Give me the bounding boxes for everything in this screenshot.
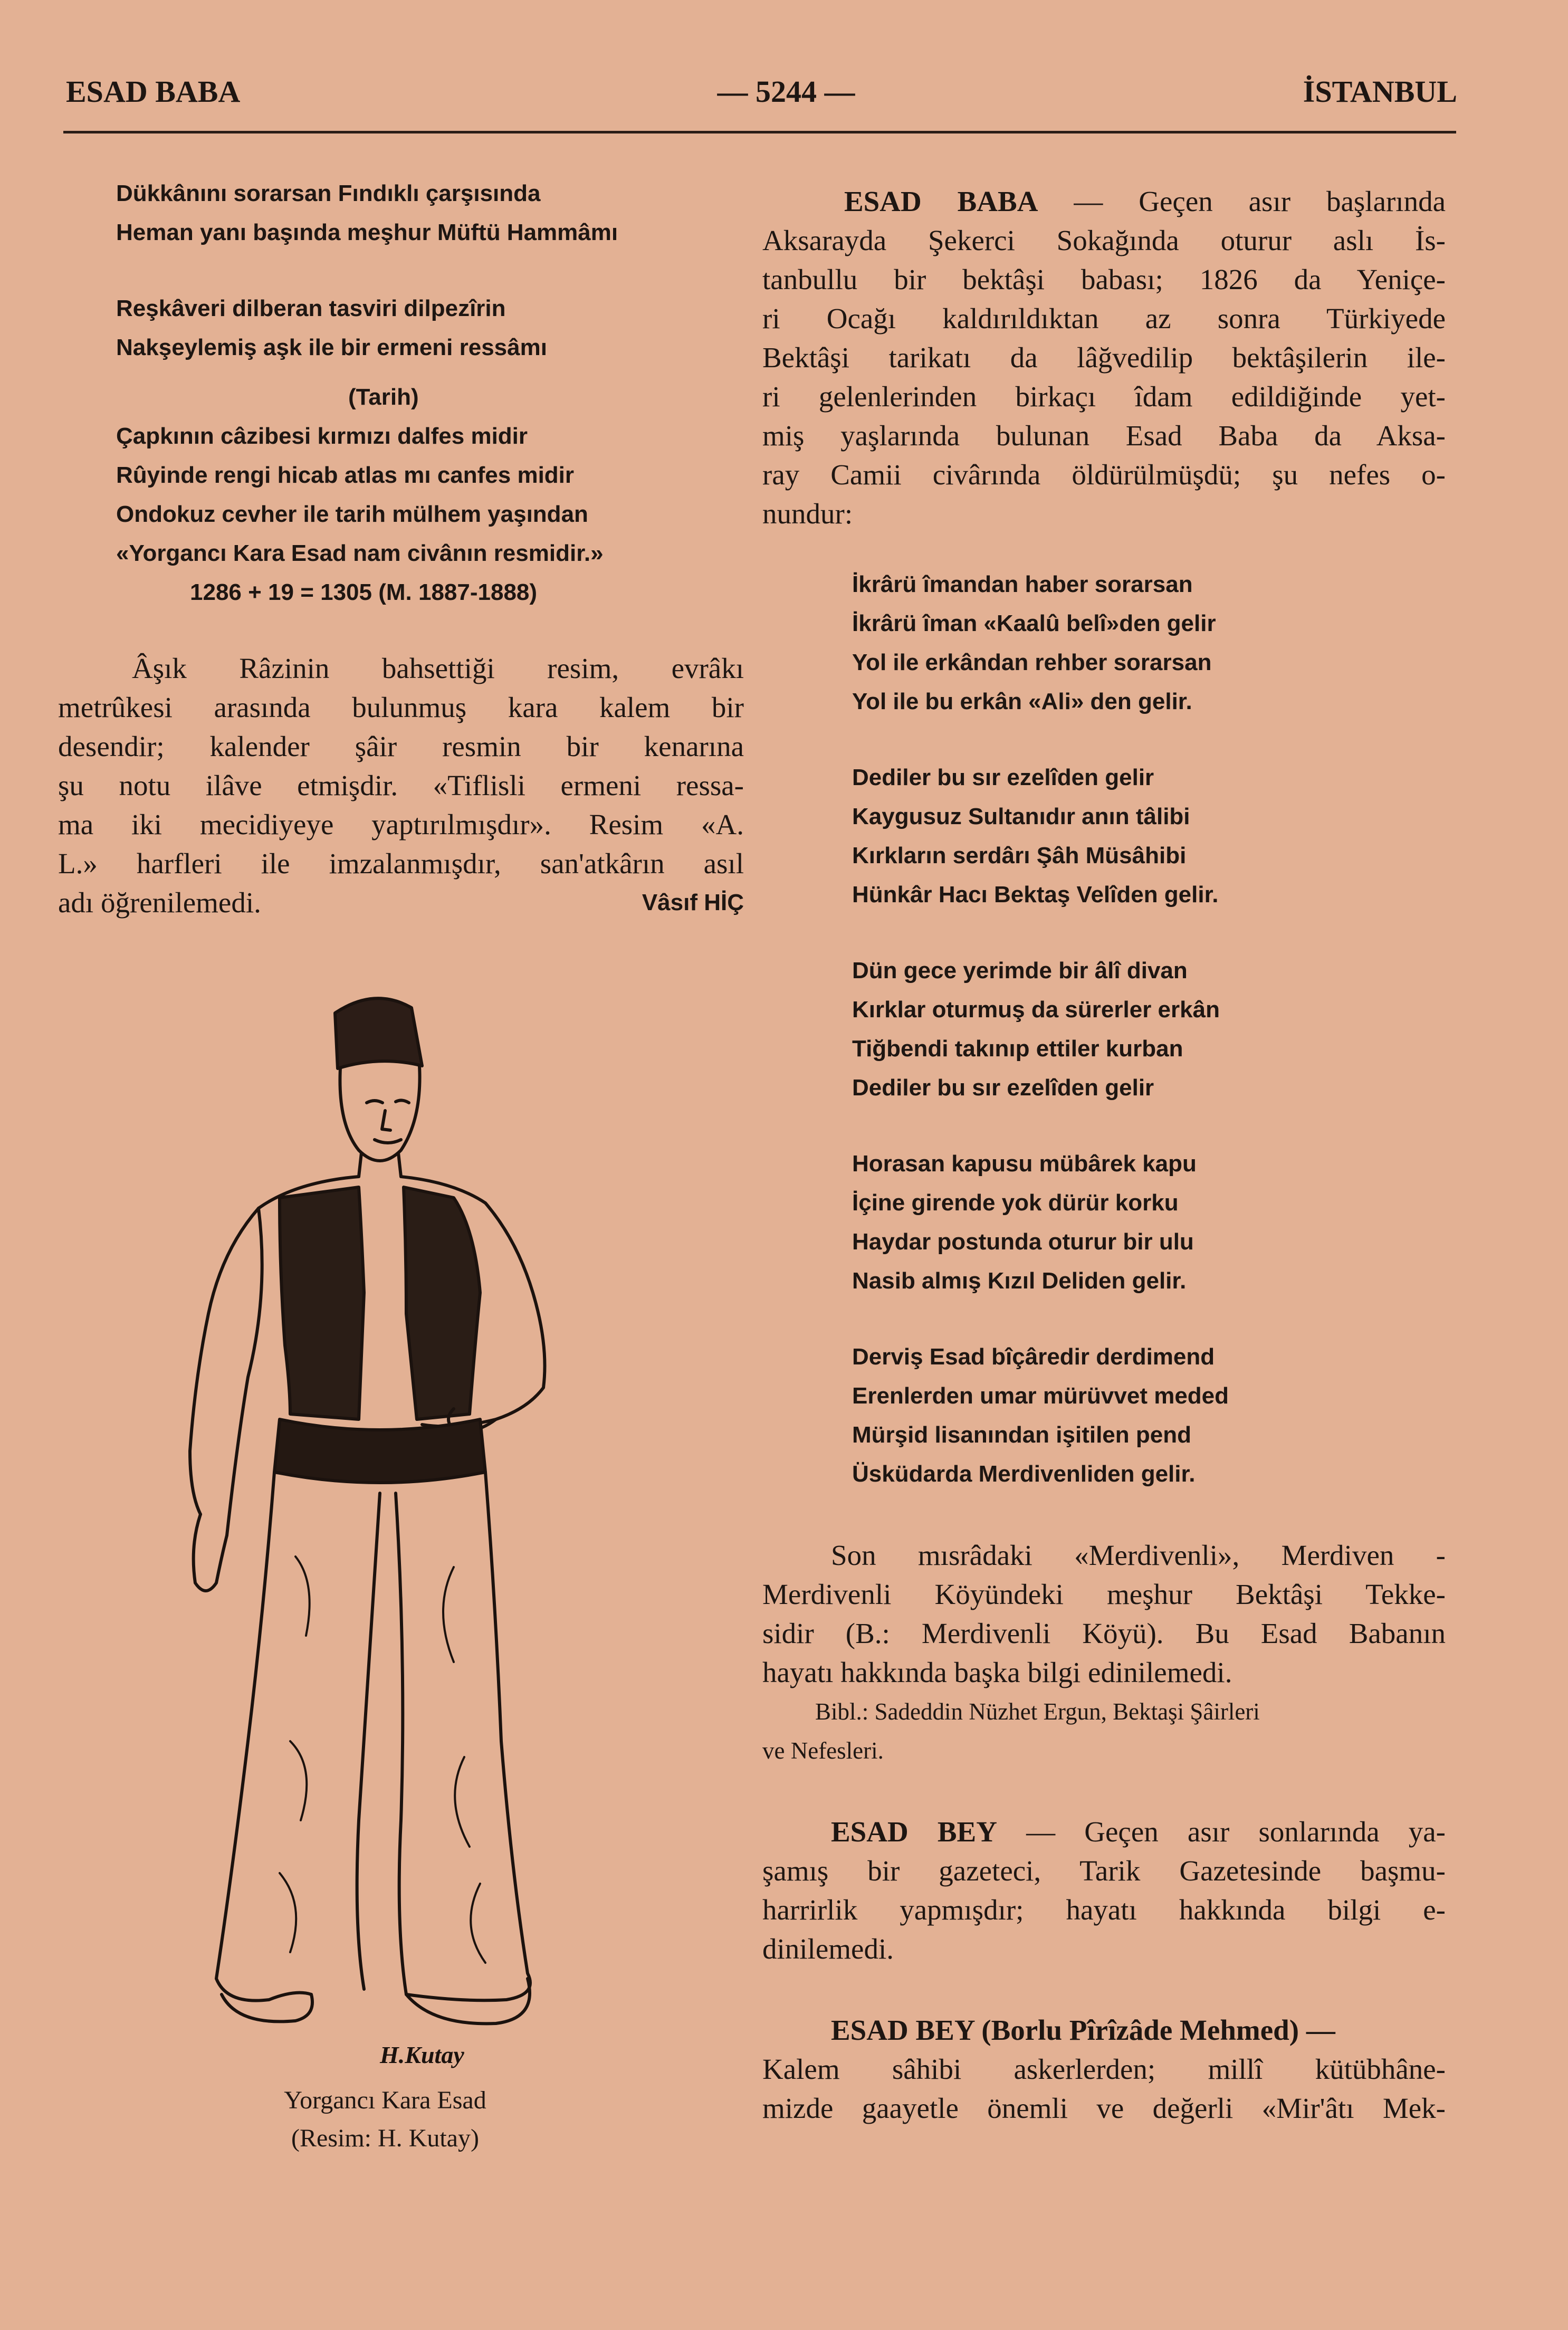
paragraph-line: ma iki mecidiyeye yaptırılmışdır». Resim «A. <box>58 808 744 841</box>
running-head-right: İSTANBUL <box>1303 74 1457 109</box>
verse-line: Hünkâr Hacı Bektaş Velîden gelir. <box>852 882 1219 908</box>
entry-esad-bey <box>762 1812 1446 1969</box>
tarih-heading: (Tarih) <box>348 384 419 410</box>
paragraph-line: harrirlik yapmışdır; hayatı hakkında bilgi e- <box>762 1894 1446 1926</box>
paragraph-line: tanbullu bir bektâşi babası; 1826 da Yeniçe- <box>762 263 1446 295</box>
paragraph-line: Âşık Râzinin bahsettiği resim, evrâkı <box>132 652 744 684</box>
bibliography <box>762 1692 1446 1770</box>
paragraph-last: adı öğrenilemedi. <box>58 886 261 919</box>
paragraph-line: ri Ocağı kaldırıldıktan az sonra Türkiyede <box>762 302 1446 335</box>
header-rule <box>63 131 1456 133</box>
verse-line: İkrârü îman «Kaalû belî»den gelir <box>852 610 1216 636</box>
verse-line: Nakşeylemiş aşk ile bir ermeni ressâmı <box>116 335 547 360</box>
paragraph-line: ray Camii civârında öldürülmüşdü; şu nefes o- <box>762 459 1446 491</box>
verse-line: Kırklar oturmuş da sürerler erkân <box>852 997 1220 1023</box>
paragraph-line: Son mısrâdaki «Merdivenli», Merdiven - <box>831 1539 1446 1571</box>
illustration-signature: H.Kutay <box>380 2041 464 2068</box>
page-number: — 5244 — <box>717 74 855 109</box>
verse-line: İçine girende yok dürür korku <box>852 1190 1179 1216</box>
verse-stanza <box>58 289 744 367</box>
paragraph-line: ri gelenlerinden birkaçı îdam edildiğinde yet- <box>762 380 1446 413</box>
verse-line: Tiğbendi takınıp ettiler kurban <box>852 1036 1183 1062</box>
verse-line: Rûyinde rengi hicab atlas mı canfes midir <box>116 462 575 488</box>
verse-line: İkrârü îmandan haber sorarsan <box>852 571 1193 597</box>
entry-esad-baba <box>762 182 1446 533</box>
verse-stanza <box>58 174 744 252</box>
paragraph-line: Kalem sâhibi askerlerden; millî kütübhâne- <box>762 2053 1446 2085</box>
entry-title: ESAD BEY <box>831 1816 997 1848</box>
verse-line: Reşkâveri dilberan tasviri dilpezîrin <box>116 295 506 321</box>
paragraph-line: Bektâşi tarikatı da lâğvedilip bektâşilerin ile- <box>762 341 1446 374</box>
left-column <box>58 174 744 922</box>
paragraph-line: mizde gaayetle önemli ve değerli «Mir'âtı Mek- <box>762 2092 1446 2124</box>
portrait-illustration <box>158 976 612 2074</box>
paragraph-line: şu notu ilâve etmişdir. «Tiflisli ermeni ressa- <box>58 769 744 801</box>
verse-line: «Yorgancı Kara Esad nam civânın resmidir.» <box>116 540 604 566</box>
caption-credit: (Resim: H. Kutay) <box>291 2124 479 2152</box>
verse-line: Horasan kapusu mübârek kapu <box>852 1151 1197 1177</box>
verse-line: Yol ile bu erkân «Ali» den gelir. <box>852 689 1192 714</box>
entry-title: ESAD BEY (Borlu Pîrîzâde Mehmed) — <box>831 2014 1335 2046</box>
verse-line: Heman yanı başında meşhur Müftü Hammâmı <box>116 219 618 245</box>
caption-title: Yorgancı Kara Esad <box>284 2086 486 2114</box>
paragraph-line: Aksarayda Şekerci Sokağında oturur aslı İs- <box>762 224 1446 256</box>
verse-line: Dediler bu sır ezelîden gelir <box>852 765 1154 790</box>
verse-line: Haydar postunda oturur bir ulu <box>852 1229 1194 1255</box>
verse-line: Derviş Esad bîçâredir derdimend <box>852 1344 1215 1370</box>
paragraph-line: Merdivenli Köyündeki meşhur Bektâşi Tekke- <box>762 1578 1446 1610</box>
figure-caption <box>174 2081 596 2157</box>
date-line: 1286 + 19 = 1305 (M. 1887-1888) <box>190 579 538 605</box>
paragraph-line: nundur: <box>762 498 853 530</box>
closing-paragraph <box>762 1536 1446 1692</box>
poem-stanza <box>852 1144 1446 1301</box>
verse-line: Dükkânını sorarsan Fındıklı çarşısında <box>116 180 541 206</box>
paragraph-line: miş yaşlarında bulunan Esad Baba da Aksa- <box>762 419 1446 452</box>
poem-stanza <box>852 565 1446 721</box>
verse-line: Dün gece yerimde bir âlî divan <box>852 958 1188 983</box>
paragraph-line: şamış bir gazeteci, Tarik Gazetesinde başmu- <box>762 1855 1446 1887</box>
paragraph-line: metrûkesi arasında bulunmuş kara kalem bir <box>58 691 744 723</box>
paragraph-line: hayatı hakkında başka bilgi edinilemedi. <box>762 1656 1232 1688</box>
bibliography-line: Bibl.: Sadeddin Nüzhet Ergun, Bektaşi Şâirleri <box>815 1698 1260 1725</box>
yorganci-kara-esad-drawing <box>158 976 612 2074</box>
entry-title: ESAD BABA <box>844 185 1038 217</box>
signature: Vâsıf HİÇ <box>642 890 744 915</box>
running-head-left: ESAD BABA <box>66 74 241 109</box>
verse-line: Kırkların serdârı Şâh Müsâhibi <box>852 843 1187 868</box>
paragraph-line: dinilemedi. <box>762 1933 894 1965</box>
verse-line: Üsküdarda Merdivenliden gelir. <box>852 1461 1196 1487</box>
poem-stanza <box>852 951 1446 1107</box>
verse-line: Nasib almış Kızıl Deliden gelir. <box>852 1268 1187 1294</box>
bibliography-line: ve Nefesleri. <box>762 1737 884 1764</box>
left-paragraph <box>58 649 744 922</box>
verse-line: Kaygusuz Sultanıdır anın tâlibi <box>852 804 1190 829</box>
verse-line: Yol ile erkândan rehber sorarsan <box>852 650 1212 675</box>
paragraph-line: sidir (B.: Merdivenli Köyü). Bu Esad Babanın <box>762 1617 1446 1649</box>
nefes-poem <box>762 565 1446 1494</box>
paragraph-line <box>762 2011 1446 2050</box>
verse-line: Erenlerden umar mürüvvet meded <box>852 1383 1229 1409</box>
poem-stanza <box>852 758 1446 914</box>
right-column <box>762 182 1446 2128</box>
paragraph-line: desendir; kalender şâir resmin bir kenarına <box>58 730 744 762</box>
entry-esad-bey-borlu <box>762 2011 1446 2128</box>
paragraph-line: ESAD BABA — Geçen asır başlarında <box>844 185 1446 217</box>
verse-line: Çapkının câzibesi kırmızı dalfes midir <box>116 423 528 449</box>
paragraph-line <box>58 883 744 922</box>
paragraph-line: ESAD BEY — Geçen asır sonlarında ya- <box>831 1816 1446 1848</box>
poem-stanza <box>852 1338 1446 1494</box>
tarih-block <box>58 378 744 612</box>
paragraph-line: L.» harfleri ile imzalanmışdır, san'atkârın asıl <box>58 847 744 880</box>
verse-line: Mürşid lisanından işitilen pend <box>852 1422 1191 1448</box>
verse-line: Dediler bu sır ezelîden gelir <box>852 1075 1154 1101</box>
verse-line: Ondokuz cevher ile tarih mülhem yaşından <box>116 501 588 527</box>
